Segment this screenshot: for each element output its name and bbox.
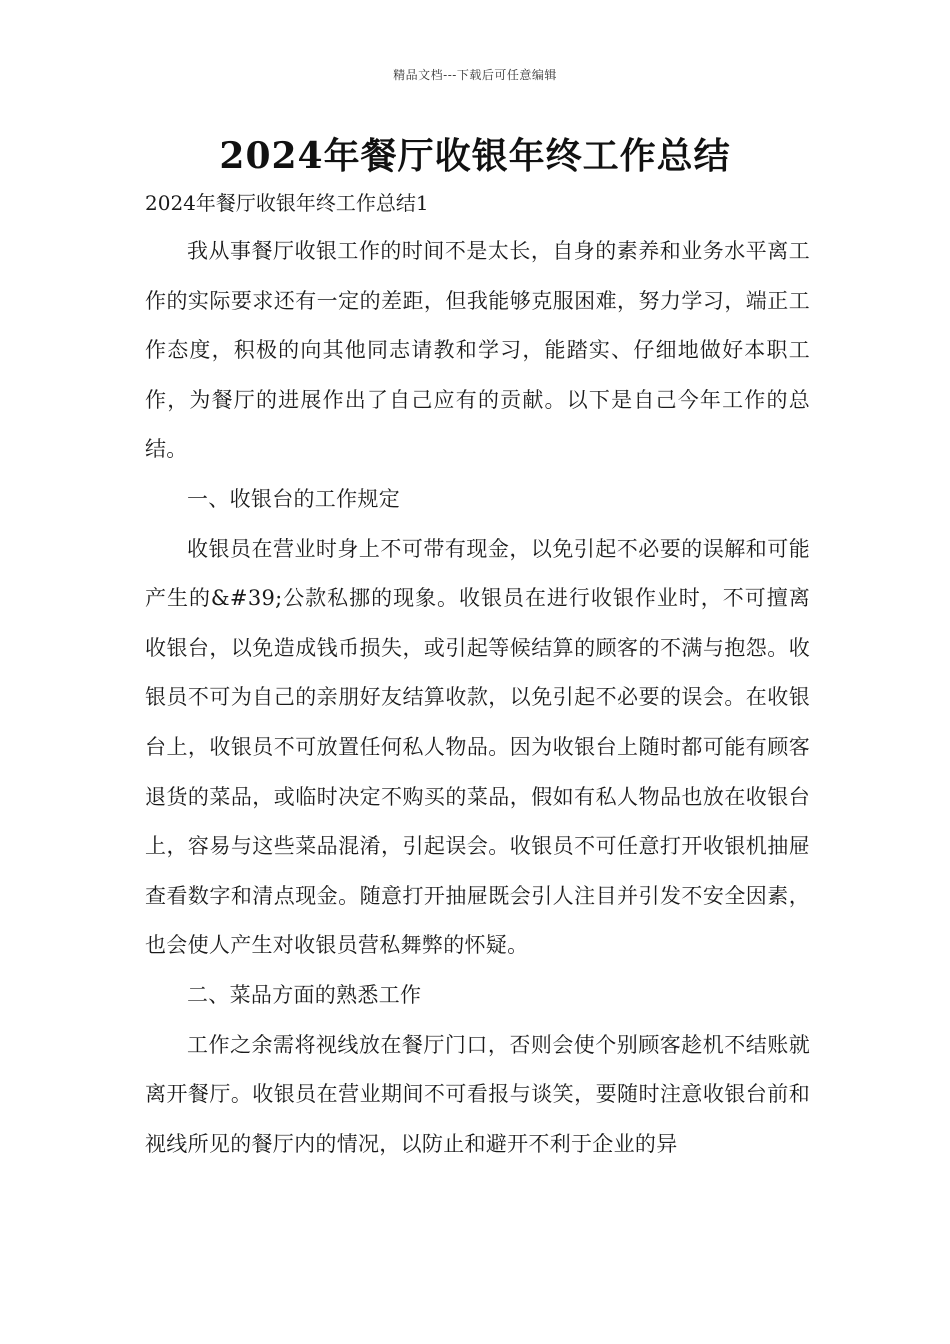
header-note: 精品文档---下载后可任意编辑 [393, 68, 557, 82]
paragraph-intro: 我从事餐厅收银工作的时间不是太长，自身的素养和业务水平离工作的实际要求还有一定的差距，但我能够克服困难，努力学习，端正工作态度，积极的向其他同志请教和学习，能踏实、仔细地做好本职工作，为餐厅的进展作出了自己应有的贡献。以下是自己今年工作的总结。 [145, 239, 810, 462]
document-subtitle: 2024年餐厅收银年终工作总结1 [145, 191, 429, 215]
section-heading-1: 一、收银台的工作规定 [187, 486, 400, 511]
section-heading-2: 二、菜品方面的熟悉工作 [187, 982, 422, 1007]
paragraph-cashier-rules: 收银员在营业时身上不可带有现金，以免引起不必要的误解和可能产生的&#39;公款私挪的现象。收银员在进行收银作业时，不可擅离收银台，以免造成钱币损失，或引起等候结算的顾客的不满与抱怨。收银员不可为自己的亲朋好友结算收款，以免引起不必要的误会。在收银台上，收银员不可放置任何私人物品。因为收银台上随时都可能有顾客退货的菜品，或临时决定不购买的菜品，假如有私人物品也放在收银台上，容易与这些菜品混淆，引起误会。收银员不可任意打开收银机抽屉查看数字和清点现金。随意打开抽屉既会引人注目并引发不安全因素，也会使人产生对收银员营私舞弊的怀疑。 [145, 536, 810, 958]
document-body [145, 227, 810, 1169]
paragraph-dishes: 工作之余需将视线放在餐厅门口，否则会使个别顾客趁机不结账就离开餐厅。收银员在营业期间不可看报与谈笑，要随时注意收银台前和视线所见的餐厅内的情况，以防止和避开不利于企业的异 [145, 1032, 810, 1156]
document-title: 2024年餐厅收银年终工作总结 [219, 135, 731, 177]
